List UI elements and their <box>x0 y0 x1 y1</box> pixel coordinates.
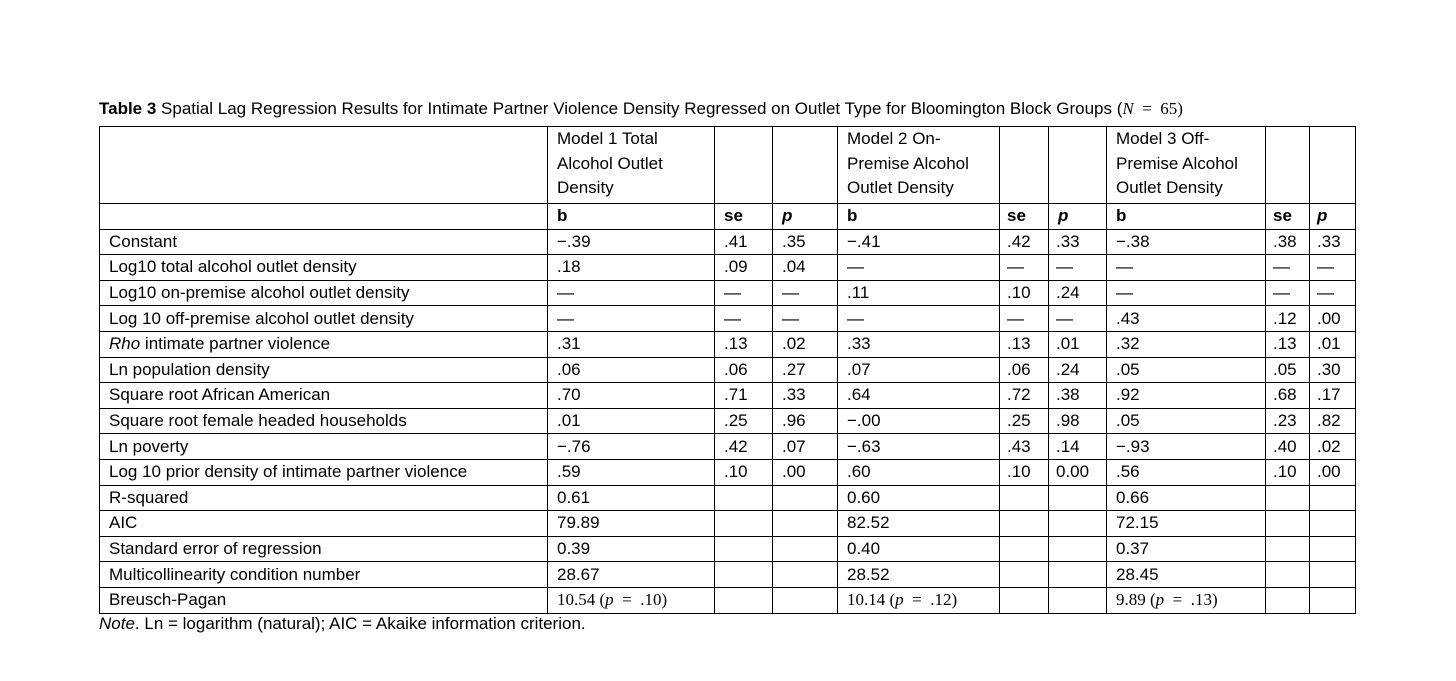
row-label-text: intimate partner violence <box>140 334 331 354</box>
table-cell: — <box>1049 306 1107 332</box>
table-note <box>99 614 586 634</box>
table-cell: .02 <box>773 331 838 357</box>
table-cell: .96 <box>773 408 838 434</box>
table-cell: — <box>838 255 1000 281</box>
table-cell: .27 <box>773 357 838 383</box>
table-cell: .30 <box>1310 357 1356 383</box>
table-cell: .13 <box>1266 331 1310 357</box>
b-header: b <box>548 204 715 230</box>
row-label <box>100 459 548 485</box>
table-cell: .10 <box>1000 459 1049 485</box>
table-cell: .05 <box>1107 357 1266 383</box>
table-cell: — <box>715 306 773 332</box>
model-header-row <box>100 127 1356 204</box>
table-cell: .33 <box>773 383 838 409</box>
table-row <box>100 485 1356 511</box>
table-label: Table 3 <box>99 99 157 118</box>
table-cell <box>1266 511 1310 537</box>
row-label <box>100 306 548 332</box>
table-cell: .40 <box>1266 434 1310 460</box>
breusch-pagan-value <box>1107 587 1266 613</box>
table-cell: .13 <box>1000 331 1049 357</box>
table-cell: 82.52 <box>838 511 1000 537</box>
table-cell <box>1000 536 1049 562</box>
table-cell: .38 <box>1266 229 1310 255</box>
table-cell <box>1000 485 1049 511</box>
bp-p-value: = .10 <box>613 590 662 610</box>
note-text: . Ln = logarithm (natural); AIC = Akaike information criterion. <box>134 614 586 633</box>
table-cell: .60 <box>838 459 1000 485</box>
table-cell: .12 <box>1266 306 1310 332</box>
empty-header-cell <box>1000 127 1049 204</box>
row-label <box>100 485 548 511</box>
table-cell: .42 <box>715 434 773 460</box>
breusch-pagan-value <box>838 587 1000 613</box>
table-cell <box>1266 485 1310 511</box>
table-cell <box>1049 511 1107 537</box>
table-cell: .04 <box>773 255 838 281</box>
table-cell: 0.60 <box>838 485 1000 511</box>
table-cell: .01 <box>1310 331 1356 357</box>
subheader-row <box>100 204 1356 230</box>
table-cell <box>715 485 773 511</box>
table-cell: — <box>1266 255 1310 281</box>
table-cell: — <box>1000 306 1049 332</box>
table-cell <box>1310 511 1356 537</box>
table-cell: .25 <box>1000 408 1049 434</box>
caption-close-paren: ) <box>1177 99 1183 118</box>
b-header: b <box>1107 204 1266 230</box>
b-header: b <box>838 204 1000 230</box>
bp-stat: 10.14 ( <box>847 590 896 610</box>
table-cell: .14 <box>1049 434 1107 460</box>
row-label-text: Log 10 prior density of intimate partner violence <box>109 462 468 482</box>
table-cell <box>1310 485 1356 511</box>
row-label-text: AIC <box>109 513 138 533</box>
table-cell: .82 <box>1310 408 1356 434</box>
table-cell <box>715 562 773 588</box>
table-cell <box>1049 485 1107 511</box>
table-cell <box>1049 536 1107 562</box>
bp-p-symbol: p <box>605 590 614 610</box>
table-cell <box>1310 536 1356 562</box>
table-row <box>100 459 1356 485</box>
table-cell: 0.61 <box>548 485 715 511</box>
table-row <box>100 383 1356 409</box>
table-cell: .13 <box>715 331 773 357</box>
bp-stat: 9.89 ( <box>1116 590 1156 610</box>
empty-cell <box>1266 587 1310 613</box>
table-cell: .01 <box>548 408 715 434</box>
table-cell: .56 <box>1107 459 1266 485</box>
table-cell: .06 <box>715 357 773 383</box>
row-label-text: Ln population density <box>109 359 270 379</box>
table-cell: .43 <box>1000 434 1049 460</box>
table-cell: .05 <box>1266 357 1310 383</box>
bp-close-paren: ) <box>951 590 958 610</box>
empty-header-cell <box>1310 127 1356 204</box>
row-label-text: Multicollinearity condition number <box>109 564 361 584</box>
table-row <box>100 536 1356 562</box>
empty-cell <box>773 587 838 613</box>
empty-cell <box>1310 587 1356 613</box>
table-cell <box>715 511 773 537</box>
bp-p-symbol: p <box>895 590 904 610</box>
table-cell: .10 <box>1266 459 1310 485</box>
table-cell: .00 <box>773 459 838 485</box>
table-cell: — <box>1107 280 1266 306</box>
n-value: = 65 <box>1133 99 1178 118</box>
table-cell: .64 <box>838 383 1000 409</box>
row-label <box>100 255 548 281</box>
table-cell: .00 <box>1310 459 1356 485</box>
row-label-text: Square root female headed households <box>109 411 407 431</box>
p-header: p <box>773 204 838 230</box>
table-cell <box>1266 562 1310 588</box>
table-cell: .43 <box>1107 306 1266 332</box>
table-cell: .59 <box>548 459 715 485</box>
table-cell: .05 <box>1107 408 1266 434</box>
row-label-text: Ln poverty <box>109 436 189 456</box>
row-label-text: Log10 total alcohol outlet density <box>109 257 357 277</box>
table-cell: .07 <box>838 357 1000 383</box>
table-cell: — <box>1107 255 1266 281</box>
empty-header-cell <box>1049 127 1107 204</box>
table-cell: .02 <box>1310 434 1356 460</box>
table-cell <box>1310 562 1356 588</box>
table-cell: — <box>548 306 715 332</box>
table-cell: .68 <box>1266 383 1310 409</box>
table-cell: .35 <box>773 229 838 255</box>
empty-header-cell <box>773 127 838 204</box>
breusch-pagan-value <box>548 587 715 613</box>
table-cell: 0.00 <box>1049 459 1107 485</box>
table-cell <box>773 485 838 511</box>
bp-stat: 10.54 ( <box>557 590 606 610</box>
table-caption <box>99 99 1183 119</box>
caption-n <box>1122 99 1183 118</box>
table-cell: −.93 <box>1107 434 1266 460</box>
table-cell: .31 <box>548 331 715 357</box>
table-cell: .09 <box>715 255 773 281</box>
table-cell: 0.66 <box>1107 485 1266 511</box>
table-cell <box>1000 511 1049 537</box>
table-cell: .17 <box>1310 383 1356 409</box>
row-label <box>100 434 548 460</box>
row-label-text: Log 10 off-premise alcohol outlet density <box>109 308 414 328</box>
se-header: se <box>715 204 773 230</box>
table-cell <box>715 536 773 562</box>
n-symbol: N <box>1122 99 1134 118</box>
table-row <box>100 511 1356 537</box>
table-cell: .01 <box>1049 331 1107 357</box>
table-cell: 72.15 <box>1107 511 1266 537</box>
table-cell: 28.52 <box>838 562 1000 588</box>
row-label <box>100 383 548 409</box>
table-cell: .18 <box>548 255 715 281</box>
table-row <box>100 357 1356 383</box>
table-cell: −.39 <box>548 229 715 255</box>
table-cell: 0.39 <box>548 536 715 562</box>
table-cell: .06 <box>1000 357 1049 383</box>
se-header: se <box>1266 204 1310 230</box>
p-header: p <box>1310 204 1356 230</box>
row-label-text: Square root African American <box>109 385 331 405</box>
empty-header-cell <box>100 127 548 204</box>
table-cell: .24 <box>1049 357 1107 383</box>
row-label <box>100 562 548 588</box>
row-label-text: R-squared <box>109 487 189 507</box>
table-cell: .42 <box>1000 229 1049 255</box>
table-cell: — <box>1310 255 1356 281</box>
row-label-italic: Rho <box>109 334 141 354</box>
row-label <box>100 280 548 306</box>
bp-p-value: = .12 <box>903 590 952 610</box>
table-cell <box>1049 562 1107 588</box>
table-cell: 79.89 <box>548 511 715 537</box>
bp-p-symbol: p <box>1155 590 1165 610</box>
model-1-header: Model 1 Total Alcohol Outlet Density <box>548 127 715 204</box>
table-cell: −.63 <box>838 434 1000 460</box>
table-cell: 0.37 <box>1107 536 1266 562</box>
row-label <box>100 357 548 383</box>
table-cell: — <box>1310 280 1356 306</box>
table-cell <box>1000 562 1049 588</box>
table-cell: .32 <box>1107 331 1266 357</box>
empty-header-cell <box>1266 127 1310 204</box>
table-cell: .71 <box>715 383 773 409</box>
table-cell: .92 <box>1107 383 1266 409</box>
table-cell: .72 <box>1000 383 1049 409</box>
table-cell: 28.45 <box>1107 562 1266 588</box>
bp-close-paren: ) <box>1212 590 1218 610</box>
model-3-header: Model 3 Off-Premise Alcohol Outlet Density <box>1107 127 1266 204</box>
bp-close-paren: ) <box>661 590 668 610</box>
table-cell <box>773 536 838 562</box>
table-cell: −.38 <box>1107 229 1266 255</box>
table-cell: −.00 <box>838 408 1000 434</box>
table-cell: .10 <box>715 459 773 485</box>
table-cell: .23 <box>1266 408 1310 434</box>
table-row <box>100 280 1356 306</box>
table-cell: .10 <box>1000 280 1049 306</box>
table-cell: .06 <box>548 357 715 383</box>
table-row <box>100 306 1356 332</box>
table-cell: .33 <box>838 331 1000 357</box>
table-row <box>100 229 1356 255</box>
empty-cell <box>1000 587 1049 613</box>
table-cell: — <box>548 280 715 306</box>
row-label-text: Log10 on-premise alcohol outlet density <box>109 283 410 303</box>
table-cell: 28.67 <box>548 562 715 588</box>
table-cell: −.76 <box>548 434 715 460</box>
table-cell: .98 <box>1049 408 1107 434</box>
table-cell: .00 <box>1310 306 1356 332</box>
table-cell: — <box>1266 280 1310 306</box>
note-label: Note <box>99 614 135 633</box>
table-cell: .70 <box>548 383 715 409</box>
row-label <box>100 536 548 562</box>
table-cell <box>1266 536 1310 562</box>
table-cell: — <box>715 280 773 306</box>
table-cell: — <box>773 306 838 332</box>
row-label <box>100 408 548 434</box>
row-label: Breusch-Pagan <box>100 587 548 613</box>
table-cell: — <box>1049 255 1107 281</box>
table-cell: 0.40 <box>838 536 1000 562</box>
bp-p-value: = .13 <box>1164 590 1213 610</box>
table-cell: .25 <box>715 408 773 434</box>
empty-cell <box>715 587 773 613</box>
se-header: se <box>1000 204 1049 230</box>
table-cell <box>773 562 838 588</box>
table-cell <box>773 511 838 537</box>
table-row <box>100 331 1356 357</box>
table-cell: — <box>838 306 1000 332</box>
table-cell: — <box>1000 255 1049 281</box>
table-row <box>100 434 1356 460</box>
table-cell: .07 <box>773 434 838 460</box>
row-label <box>100 229 548 255</box>
regression-table <box>99 126 1356 614</box>
table-row <box>100 562 1356 588</box>
table-row <box>100 408 1356 434</box>
table-cell: .33 <box>1049 229 1107 255</box>
empty-subheader-cell <box>100 204 548 230</box>
table-cell: — <box>773 280 838 306</box>
model-2-header: Model 2 On-Premise Alcohol Outlet Density <box>838 127 1000 204</box>
row-label-text: Constant <box>109 231 178 251</box>
table-cell: −.41 <box>838 229 1000 255</box>
table-cell: .38 <box>1049 383 1107 409</box>
empty-header-cell <box>715 127 773 204</box>
row-label-text: Standard error of regression <box>109 539 322 559</box>
p-header: p <box>1049 204 1107 230</box>
row-label <box>100 511 548 537</box>
table-row <box>100 255 1356 281</box>
caption-text: Spatial Lag Regression Results for Intimate Partner Violence Density Regressed on Outlet Type for Bloomington Block Groups ( <box>156 99 1123 118</box>
table-cell: .41 <box>715 229 773 255</box>
table-cell: .33 <box>1310 229 1356 255</box>
table-cell: .11 <box>838 280 1000 306</box>
table-cell: .24 <box>1049 280 1107 306</box>
row-label <box>100 331 548 357</box>
empty-cell <box>1049 587 1107 613</box>
breusch-pagan-row <box>100 587 1356 613</box>
